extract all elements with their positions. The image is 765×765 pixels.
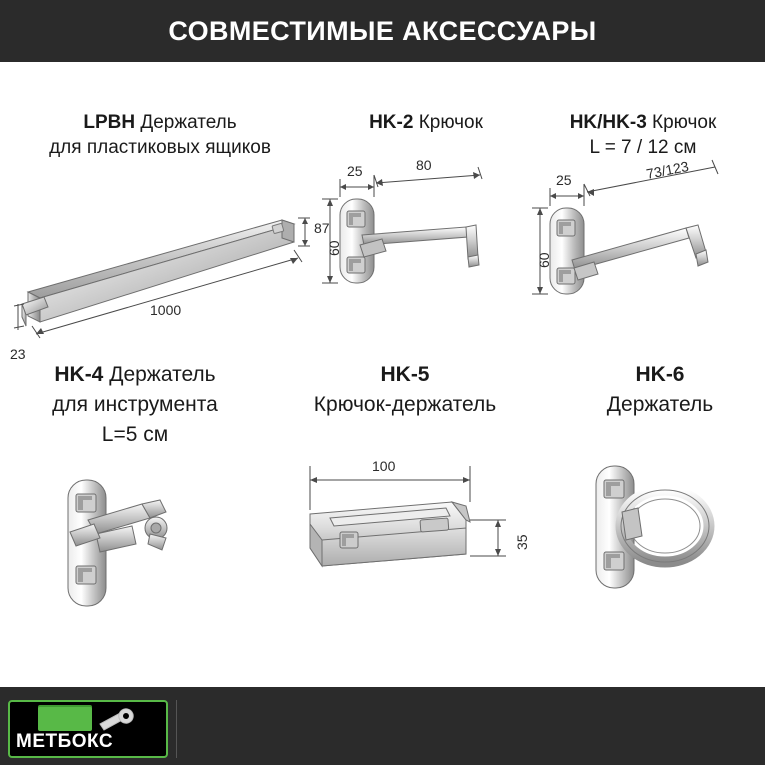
accessory-title-hk2 — [316, 110, 536, 135]
accessory-length-hk4: L=5 см — [101, 423, 169, 446]
logo-graphic — [10, 702, 166, 756]
accessory-code-hk2: HK-2 — [369, 112, 414, 133]
accessory-name-hk3: Крючок — [652, 112, 717, 133]
accessory-drawing-hk6 — [560, 462, 760, 622]
dim-hk2-length: 80 — [416, 157, 432, 173]
accessory-title-hk5 — [270, 360, 540, 420]
hk2-svg — [316, 161, 536, 341]
accessory-name-hk5: Крючок-держатель — [313, 393, 497, 416]
dim-hk3-length: 73/123 — [644, 158, 690, 182]
accessory-code-hk3: HK/HK-3 — [569, 112, 647, 133]
accessory-title-hk4 — [10, 360, 260, 450]
dim-lpbh-height: 87 — [314, 220, 330, 236]
wrench-icon — [96, 706, 142, 732]
footer-divider — [176, 700, 177, 758]
lpbh-svg — [10, 174, 310, 374]
accessory-code-hk5: HK-5 — [380, 363, 430, 386]
accessory-drawing-hk3 — [528, 158, 758, 348]
dim-hk5-height: 35 — [514, 534, 530, 550]
accessory-drawing-hk5 — [270, 458, 540, 622]
hk6-svg — [560, 462, 760, 622]
accessories-grid — [0, 62, 765, 687]
accessory-code-hk4: HK-4 — [54, 363, 104, 386]
logo-text: МЕТБОКС — [16, 731, 114, 752]
hk4-svg — [10, 468, 260, 628]
hk3-svg — [528, 168, 758, 348]
accessory-title-lpbh — [10, 110, 310, 160]
dim-hk5-width: 100 — [372, 458, 396, 474]
page-title: СОВМЕСТИМЫЕ АКСЕССУАРЫ — [168, 15, 597, 46]
accessory-name-hk4: Держатель — [109, 363, 216, 386]
hk5-svg — [270, 462, 540, 622]
accessory-title-hk6 — [560, 360, 760, 420]
accessory-code-lpbh: LPBH — [83, 112, 136, 133]
accessory-title-hk3 — [528, 110, 758, 160]
accessory-card-hk5 — [270, 360, 540, 622]
accessory-card-hk6 — [560, 360, 760, 622]
accessory-code-hk6: HK-6 — [635, 363, 685, 386]
accessory-drawing-hk4 — [10, 468, 260, 628]
dim-hk3-height: 60 — [536, 252, 552, 268]
accessory-name-hk2: Крючок — [418, 112, 483, 133]
accessory-card-hk2 — [316, 110, 536, 341]
brand-logo — [8, 700, 168, 758]
toolbox-icon — [38, 707, 92, 731]
dim-hk2-height: 60 — [326, 240, 342, 256]
dim-lpbh-length: 1000 — [150, 302, 182, 318]
dim-hk2-width: 25 — [347, 163, 363, 179]
dim-hk3-width: 25 — [556, 172, 572, 188]
accessory-name-hk6: Держатель — [606, 393, 714, 416]
accessory-drawing-lpbh — [10, 174, 330, 374]
accessory-card-hk3 — [528, 110, 758, 348]
accessory-subtitle-lpbh: для пластиковых ящиков — [49, 137, 271, 158]
accessory-name-lpbh: Держатель — [140, 112, 237, 133]
accessory-card-hk4 — [10, 360, 260, 628]
accessory-subtitle-hk4: для инструмента — [52, 393, 218, 416]
accessory-drawing-hk2 — [316, 157, 536, 341]
header-bar — [0, 0, 765, 62]
accessory-card-lpbh — [10, 110, 330, 374]
accessory-subtitle-hk3: L = 7 / 12 см — [589, 137, 697, 158]
dim-lpbh-depth: 23 — [10, 346, 26, 362]
